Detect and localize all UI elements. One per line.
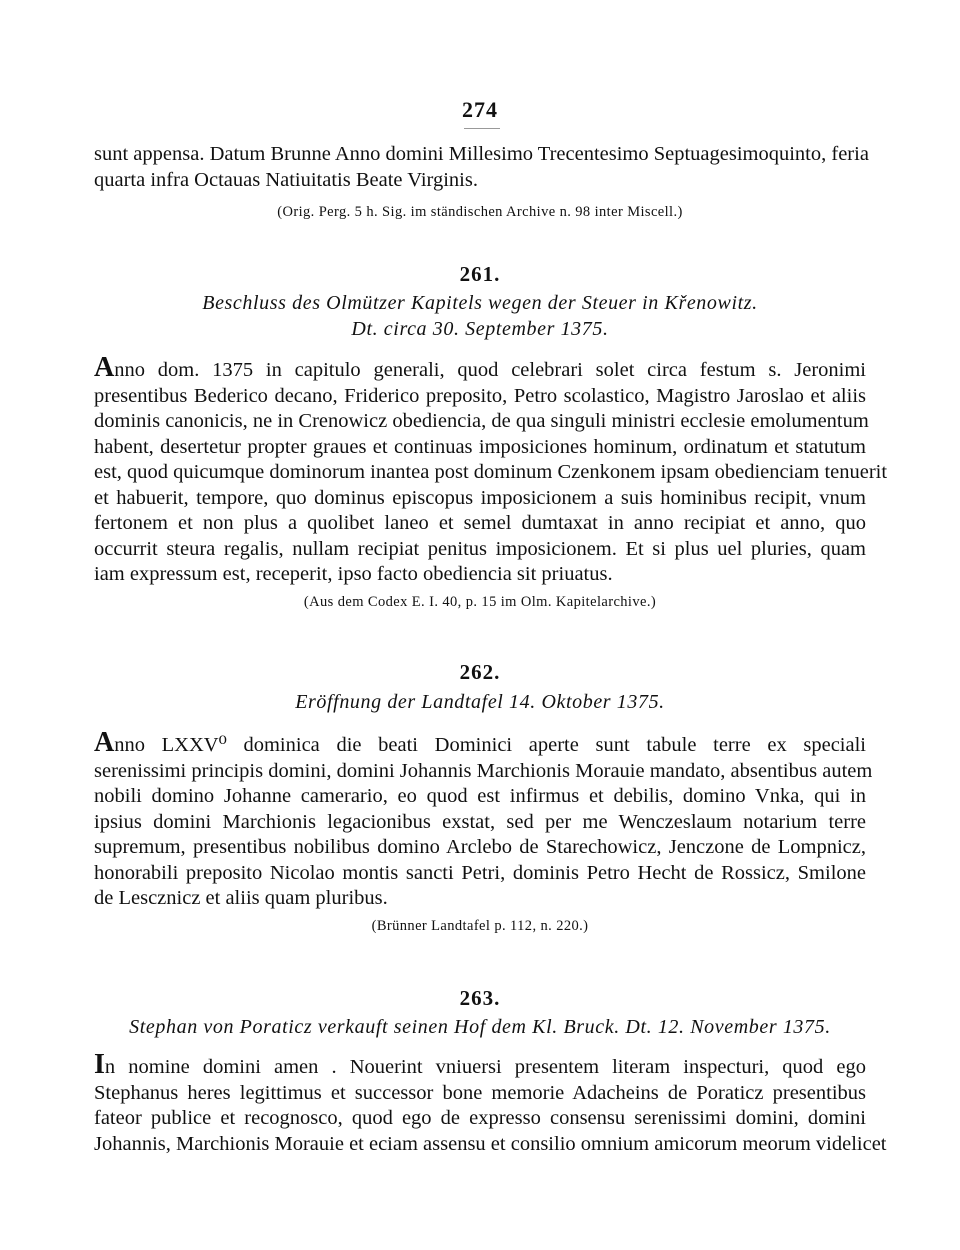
document-title: Stephan von Poraticz verkauft seinen Hof dem Kl. Bruck. Dt. 12. November 1375. [129,1016,831,1038]
text-line: de Lescznicz et aliis quam pluribus. [94,887,388,909]
text-line-rest: nno LXXV⁰ dominica die beati Dominici aperte sunt tabule terre ex speciali [114,734,866,756]
source-note: (Orig. Perg. 5 h. Sig. im ständischen Archive n. 98 inter Miscell.) [277,204,683,220]
initial-letter: A [94,352,115,383]
text-line [94,352,866,384]
document-body [94,727,873,912]
text-line: fertonem et non plus a quolibet laneo et semel dumtaxat in anno recipiat et anno, quo [94,512,866,534]
page-number-rule [464,128,500,129]
text-line: et habuerit, tempore, quo dominus episcopus imposicionem a suis hominibus recipit, vnum [94,486,866,509]
text-line: ipsius domini Marchionis legacionibus exstat, sed per me Wenczeslaum notarium terre [94,810,866,833]
text-line [94,1049,866,1081]
text-line: occurrit steura regalis, nullam recipiat penitus imposicionem. Et si plus uel pluries, quam [94,537,866,560]
text-line: est, quod quicumque dominorum inantea post dominum Czenkonem ipsam obedienciam tenuerit [94,461,888,483]
text-line: honorabili preposito Nicolao montis sancti Petri, dominis Petro Hecht de Rossicz, Smilone [94,861,866,884]
text-line: presentibus Bederico decano, Friderico preposito, Petro scolastico, Magistro Jaroslao et aliis [94,384,866,407]
document-body [94,352,888,588]
document-date: Dt. circa 30. September 1375. [351,318,609,340]
document-title: Eröffnung der Landtafel 14. Oktober 1375. [295,691,665,713]
text-line: dominis canonicis, ne in Crenowicz obediencia, de qua singuli ministri ecclesie emolumentum [94,410,869,432]
text-line: supremum, presentibus nobilibus domino Arclebo de Starechowicz, Jenczone de Lompnicz, [94,836,866,858]
initial-letter: A [94,727,115,758]
text-line: nobili domino Johanne camerario, eo quod est infirmus et debilis, domino Vnka, qui in [94,785,866,807]
text-line: serenissimi principis domini, domini Johannis Marchionis Morauie mandato, absentibus autem [94,759,873,782]
text-line: Johannis, Marchionis Morauie et eciam assensu et consilio omnium amicorum meorum videlicet [94,1132,887,1155]
document-number: 263. [459,986,501,1010]
text-line: sunt appensa. Datum Brunne Anno domini Millesimo Trecentesimo Septuagesimoquinto, feria [94,143,869,165]
text-line: quarta infra Octauas Natiuitatis Beate Virginis. [94,168,478,191]
text-line-rest: nno dom. 1375 in capitulo generali, quod celebrari solet circa festum s. Jeronimi [114,359,866,381]
text-line: habent, desertetur propter graues et continuas imposiciones hominum, ordinatum et statutum [94,435,866,458]
text-line: fateor publice et recognosco, quod ego de expresso consensu serenissimi domini, domini [94,1107,866,1129]
text-line: iam expressum est, receperit, ipso facto obediencia sit priuatus. [94,563,613,585]
text-line-rest: n nomine domini amen . Nouerint vniuersi presentem literam inspecturi, quod ego [104,1056,866,1078]
page-number: 274 [462,97,498,122]
document-number: 262. [459,660,501,684]
document-title: Beschluss des Olmützer Kapitels wegen der Steuer in Křenowitz. [202,292,758,314]
text-line: Stephanus heres legittimus et successor bone memorie Adacheins de Poraticz presentibus [94,1081,866,1104]
source-note: (Aus dem Codex E. I. 40, p. 15 im Olm. Kapitelarchive.) [303,594,657,610]
initial-letter: I [94,1049,105,1080]
text-line [94,727,866,759]
document-body [94,1049,887,1157]
source-note: (Brünner Landtafel p. 112, n. 220.) [371,918,589,934]
continuation-paragraph [94,142,869,193]
document-number: 261. [459,262,501,286]
